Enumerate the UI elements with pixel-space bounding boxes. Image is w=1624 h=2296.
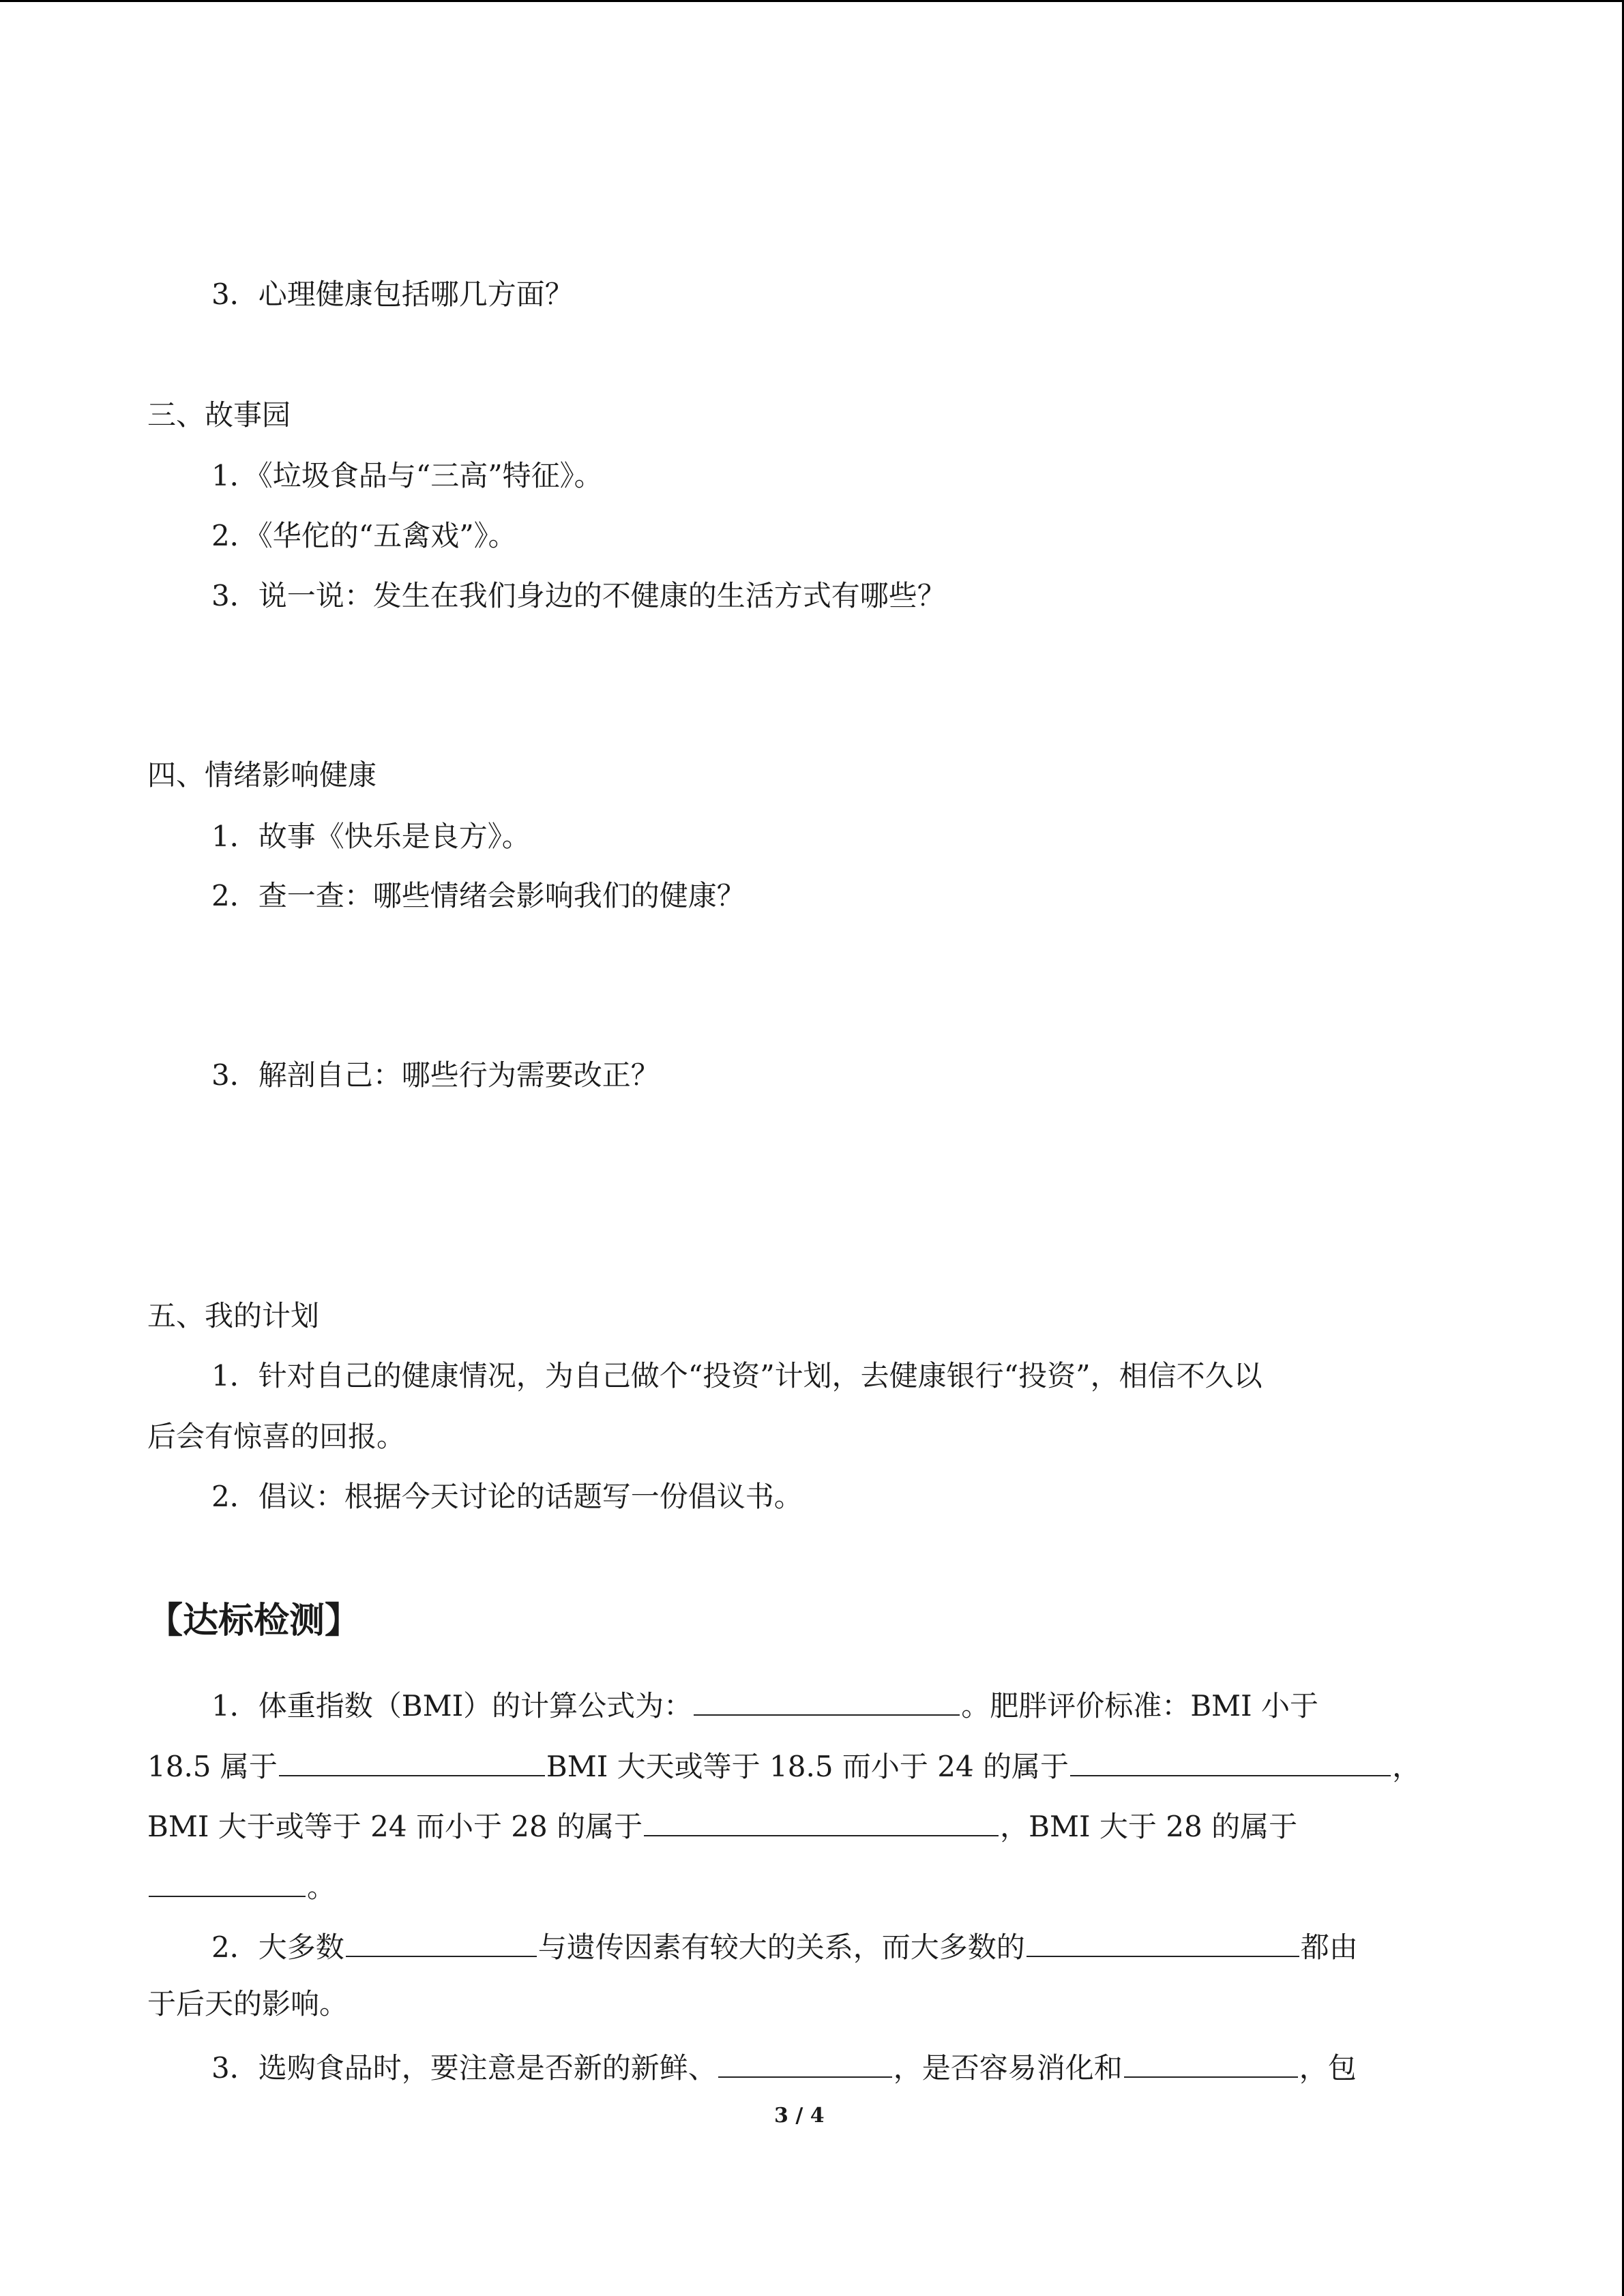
q1-text-c: 18.5 属于 bbox=[147, 1750, 278, 1783]
q1-text-b: 。肥胖评价标准：BMI 小于 bbox=[961, 1689, 1318, 1723]
section4-item-3: 3．解剖自己：哪些行为需要改正？ bbox=[211, 1058, 660, 1092]
section4-title: 四、情绪影响健康 bbox=[147, 758, 377, 792]
q3-blank-2[interactable] bbox=[1124, 2046, 1298, 2078]
q2-text-c: 都由 bbox=[1300, 1930, 1358, 1964]
q1-blank-formula[interactable] bbox=[694, 1684, 960, 1716]
q1-line3 bbox=[147, 1805, 1297, 1845]
section3-item-1: 1．《垃圾食品与“三高”特征》。 bbox=[211, 459, 603, 492]
section3-item-2: 2．《华佗的“五禽戏”》。 bbox=[211, 519, 517, 552]
q1-text-a: 1．体重指数（BMI）的计算公式为： bbox=[211, 1689, 693, 1723]
q2-line1 bbox=[211, 1926, 1358, 1966]
top-border bbox=[0, 0, 1624, 2]
section3-title: 三、故事园 bbox=[147, 398, 291, 432]
q1-line4 bbox=[147, 1866, 336, 1906]
section4-item-2: 2．查一查：哪些情绪会影响我们的健康？ bbox=[211, 879, 745, 912]
section5-item1-line1: 1．针对自己的健康情况，为自己做个“投资”计划，去健康银行“投资”，相信不久以 bbox=[211, 1359, 1263, 1392]
q1-text-g: ，BMI 大于 28 的属于 bbox=[1000, 1810, 1298, 1843]
q1-text-d: BMI 大天或等于 18.5 而小于 24 的属于 bbox=[546, 1750, 1069, 1783]
q2-blank-1[interactable] bbox=[346, 1926, 537, 1957]
q1-blank-underweight[interactable] bbox=[279, 1745, 545, 1776]
q3-text-b: ，是否容易消化和 bbox=[893, 2051, 1123, 2085]
page-number: 3 / 4 bbox=[774, 2104, 825, 2128]
section5-item1-line2: 后会有惊喜的回报。 bbox=[147, 1420, 406, 1453]
q1-line1 bbox=[211, 1684, 1318, 1725]
q1-blank-overweight[interactable] bbox=[644, 1805, 999, 1836]
section3-item-3: 3．说一说：发生在我们身边的不健康的生活方式有哪些？ bbox=[211, 579, 946, 612]
q1-text-e: ， bbox=[1392, 1750, 1421, 1783]
assessment-title: 【达标检测】 bbox=[147, 1600, 361, 1641]
section5-item2: 2．倡议：根据今天讨论的话题写一份倡议书。 bbox=[211, 1480, 803, 1513]
section4-item-1: 1．故事《快乐是良方》。 bbox=[211, 820, 531, 853]
q2-text-b: 与遗传因素有较大的关系，而大多数的 bbox=[537, 1930, 1025, 1964]
q1-text-h: 。 bbox=[307, 1870, 336, 1904]
q1-text-f: BMI 大于或等于 24 而小于 28 的属于 bbox=[147, 1810, 643, 1843]
q1-line2 bbox=[147, 1745, 1421, 1785]
q2-text-a: 2．大多数 bbox=[211, 1930, 344, 1964]
section2-q3: 3．心理健康包括哪几方面？ bbox=[211, 278, 574, 311]
q1-blank-obese[interactable] bbox=[149, 1866, 306, 1897]
q2-line2: 于后天的影响。 bbox=[147, 1987, 349, 2021]
q3-text-a: 3．选购食品时，要注意是否新的新鲜、 bbox=[211, 2051, 717, 2085]
q3-blank-1[interactable] bbox=[718, 2046, 892, 2078]
q3-text-c: ，包 bbox=[1299, 2051, 1357, 2085]
section5-title: 五、我的计划 bbox=[147, 1299, 320, 1332]
q2-blank-2[interactable] bbox=[1027, 1926, 1299, 1957]
q3-line1 bbox=[211, 2046, 1357, 2087]
q1-blank-normal[interactable] bbox=[1070, 1745, 1391, 1776]
